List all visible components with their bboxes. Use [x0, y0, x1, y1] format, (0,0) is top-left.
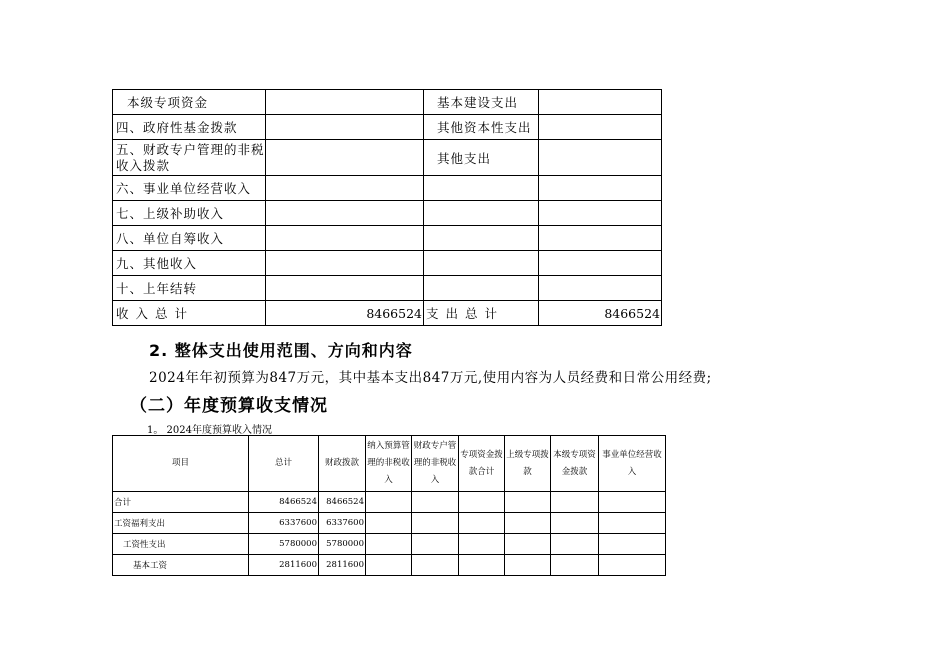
table-row — [113, 90, 662, 115]
table-row — [113, 492, 666, 513]
column-header: 事业单位经营收入 — [599, 436, 666, 492]
income-budget-table — [112, 435, 666, 576]
income-value — [266, 201, 424, 226]
column-header: 项目 — [113, 436, 249, 492]
column-header: 纳入预算管理的非税收入 — [366, 436, 412, 492]
row-label: 工资性支出 — [113, 534, 249, 555]
row-label: 基本工资 — [113, 555, 249, 576]
income-item: 五、财政专户管理的非税收入拨款 — [113, 140, 266, 176]
income-total-value: 8466524 — [266, 301, 424, 326]
total-cell: 6337600 — [249, 513, 319, 534]
column-header: 本级专项资金拨款 — [551, 436, 599, 492]
totals-row — [113, 301, 662, 326]
income-value — [266, 140, 424, 176]
expense-value — [539, 226, 662, 251]
expense-item: 其他支出 — [424, 140, 539, 176]
column-header: 上级专项拨款 — [505, 436, 551, 492]
expense-value — [539, 115, 662, 140]
income-item: 七、上级补助收入 — [113, 201, 266, 226]
row-label: 工资福利支出 — [113, 513, 249, 534]
income-value — [266, 251, 424, 276]
column-header: 总计 — [249, 436, 319, 492]
income-item: 四、政府性基金拨款 — [113, 115, 266, 140]
expense-item: 其他资本性支出 — [424, 115, 539, 140]
table-caption: 1。 2024年度预算收入情况 — [147, 425, 272, 436]
expense-item: 基本建设支出 — [424, 90, 539, 115]
expense-total-label: 支出总计 — [424, 301, 539, 326]
expense-value — [539, 276, 662, 301]
table-header-row — [113, 436, 666, 492]
total-cell: 8466524 — [249, 492, 319, 513]
income-value — [266, 176, 424, 201]
budget-summary-table — [112, 89, 662, 326]
column-header: 财政专户管理的非税收入 — [412, 436, 459, 492]
section-subheading: 2. 整体支出使用范围、方向和内容 — [149, 341, 413, 360]
expense-item — [424, 251, 539, 276]
income-item: 八、单位自筹收入 — [113, 226, 266, 251]
table-row — [113, 176, 662, 201]
table-row — [113, 534, 666, 555]
income-value — [266, 115, 424, 140]
fiscal-cell: 8466524 — [319, 492, 366, 513]
table-row — [113, 226, 662, 251]
fiscal-cell: 6337600 — [319, 513, 366, 534]
expense-value — [539, 90, 662, 115]
expense-item — [424, 201, 539, 226]
column-header: 专项资金拨款合计 — [459, 436, 505, 492]
fiscal-cell: 2811600 — [319, 555, 366, 576]
row-label: 合计 — [113, 492, 249, 513]
body-paragraph: 2024年年初预算为847万元，其中基本支出847万元,使用内容为人员经费和日常公用经费; — [149, 370, 712, 386]
income-item: 九、其他收入 — [113, 251, 266, 276]
expense-total-value: 8466524 — [539, 301, 662, 326]
income-item: 本级专项资金 — [113, 90, 266, 115]
expense-value — [539, 176, 662, 201]
income-value — [266, 226, 424, 251]
expense-value — [539, 251, 662, 276]
fiscal-cell: 5780000 — [319, 534, 366, 555]
total-cell: 5780000 — [249, 534, 319, 555]
section-heading: （二）年度预算收支情况 — [130, 396, 328, 416]
expense-value — [539, 201, 662, 226]
income-item: 六、事业单位经营收入 — [113, 176, 266, 201]
income-total-label: 收入总计 — [113, 301, 266, 326]
total-cell: 2811600 — [249, 555, 319, 576]
table-row — [113, 201, 662, 226]
table-row — [113, 555, 666, 576]
table-row — [113, 140, 662, 176]
expense-item — [424, 276, 539, 301]
table-row — [113, 513, 666, 534]
expense-item — [424, 226, 539, 251]
expense-value — [539, 140, 662, 176]
income-value — [266, 90, 424, 115]
table-row — [113, 276, 662, 301]
column-header: 财政拨款 — [319, 436, 366, 492]
expense-item — [424, 176, 539, 201]
table-row — [113, 115, 662, 140]
income-value — [266, 276, 424, 301]
table-row — [113, 251, 662, 276]
income-item: 十、上年结转 — [113, 276, 266, 301]
